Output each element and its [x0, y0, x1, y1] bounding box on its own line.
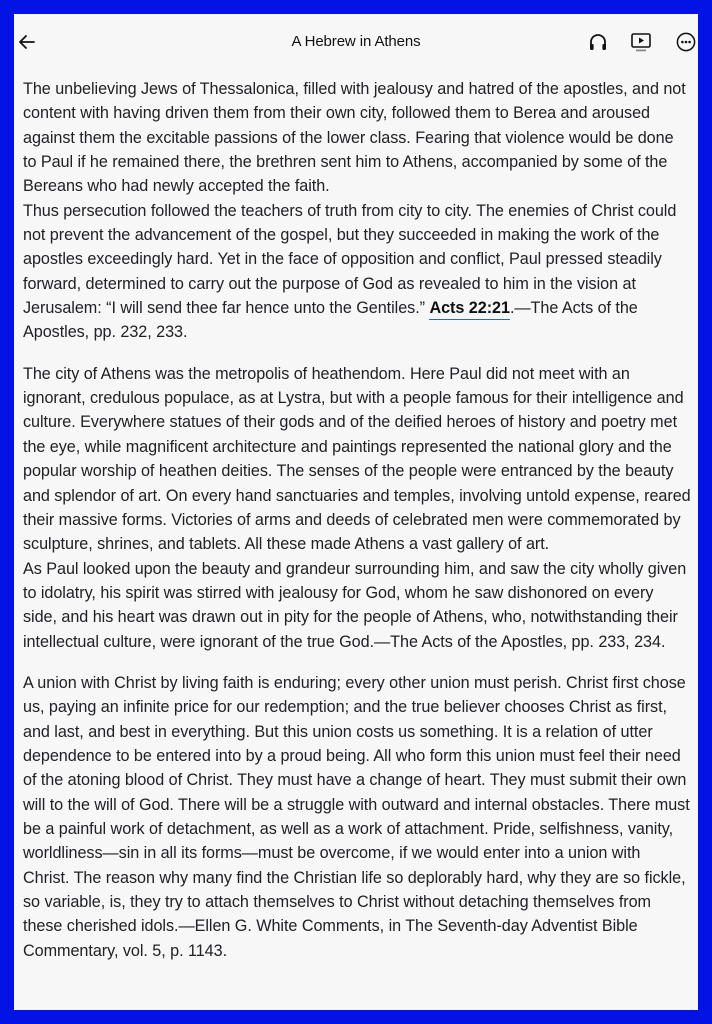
section-divider [23, 654, 691, 671]
scripture-reference-link[interactable]: Acts 22:21 [429, 299, 510, 320]
paragraph [23, 199, 691, 345]
paragraph-text: .—The Acts of the Apostles, pp. 232, 233. [23, 299, 638, 342]
video-button[interactable] [629, 30, 653, 54]
reading-content [23, 77, 691, 963]
top-bar [14, 14, 698, 72]
paragraph: The city of Athens was the metropolis of heathendom. Here Paul did not meet with an ignorant, credulous populace, as at Lystra, but with a people famous for their intelligence and culture. Everywhere statues of their gods and of the deified heroes of history and poetry met the eye, while magnificent architecture and paintings represented the national glory and the popular worship of heathen deities. The senses of the people were entranced by the beauty and splendor of art. On every hand sanctuaries and temples, involving untold expense, reared their massive forms. Victories of arms and deeds of celebrated men were commemorated by sculpture, shrines, and tablets. All these made Athens a vast gallery of art. [23, 364, 691, 554]
play-screen-icon [629, 30, 653, 54]
paragraph: A union with Christ by living faith is enduring; every other union must perish. Christ first chose us, paying an infinite price for our redemption; and the true believer chooses Christ as first, and last, and best in everything. But this union costs us something. It is a relation of utter dependence to be entered into by a proud being. All who form this union must feel their need of the atoning blood of Christ. They must have a change of heart. They must submit their own will to the will of God. There will be a struggle with outward and internal obstacles. There must be a painful work of detachment, as well as a work of attachment. Pride, selfishness, vanity, worldliness—sin in all its forms—must be overcome, if we would enter into a union with Christ. The reason why many find the Christian life so deplorably hard, why they are so fickle, so variable, is, they try to attach themselves to Christ without detaching themselves from these cherished idols.—Ellen G. White Comments, in The Seventh-day Adventist Bible Commentary, vol. 5, p. 1143. [23, 673, 690, 960]
reader-panel [14, 14, 698, 1010]
more-options-button[interactable] [674, 30, 698, 54]
paragraph-text: Thus persecution followed the teachers of truth from city to city. The enemies of Christ could not prevent the advancement of the gospel, but they succeeded in making the work of the apostles exceedingly hard. Yet in the face of opposition and conflict, Paul pressed steadily forward, determined to carry out the purpose of God as revealed to him in the vision at Jerusalem: “I will send thee far hence unto the Gentiles.” [23, 201, 677, 318]
more-horizontal-circle-icon [674, 30, 698, 54]
page-title: A Hebrew in Athens [291, 33, 421, 50]
section-2 [23, 362, 691, 654]
section-1 [23, 77, 691, 345]
listen-button[interactable] [586, 30, 610, 54]
section-divider [23, 345, 691, 362]
section-3 [23, 671, 691, 963]
paragraph: As Paul looked upon the beauty and grandeur surrounding him, and saw the city wholly given to idolatry, his spirit was stirred with jealousy for God, whom he saw dishonored on every side, and his heart was drawn out in pity for the people of Athens, who, notwithstanding their intellectual culture, were ignorant of the true God.—The Acts of the Apostles, pp. 233, 234. [23, 559, 687, 651]
headphones-icon [586, 30, 610, 54]
paragraph: The unbelieving Jews of Thessalonica, filled with jealousy and hatred of the apostles, and not content with having driven them from their own city, followed them to Berea and aroused against them the excitable passions of the lower class. Fearing that violence would be done to Paul if he remained there, the brethren sent him to Athens, accompanied by some of the Bereans who had newly accepted the faith. [23, 80, 686, 196]
